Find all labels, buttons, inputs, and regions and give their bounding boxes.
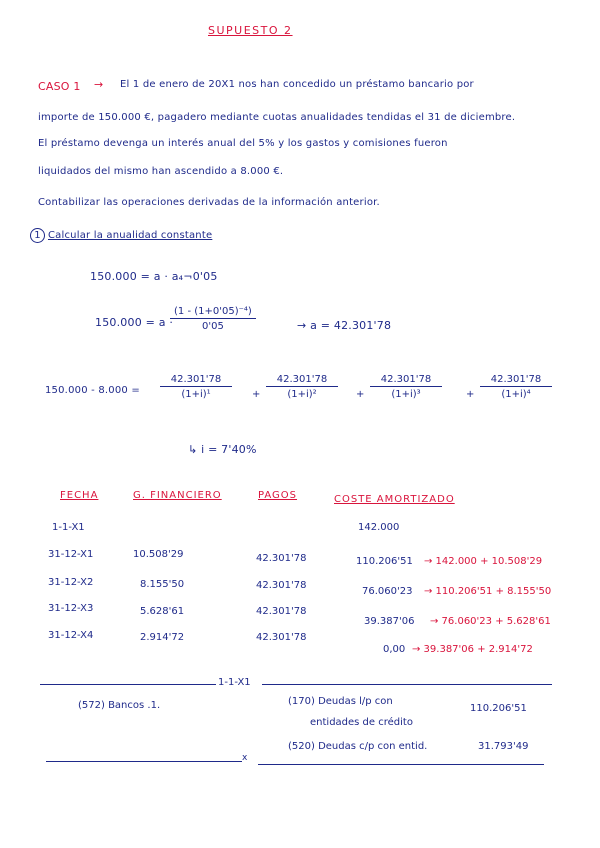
- equation-3-term-3: [370, 374, 442, 400]
- journal-credit-170-b: entidades de crédito: [310, 717, 413, 728]
- table-row-2-fecha: 31-12-X2: [48, 577, 94, 588]
- equation-2-result: → a = 42.301'78: [297, 319, 392, 332]
- step1-heading: [30, 228, 212, 243]
- equation-3-num-3: 42.301'78: [370, 374, 442, 387]
- caso-arrow: →: [94, 78, 104, 91]
- journal-credit-520: (520) Deudas c/p con entid.: [288, 741, 428, 752]
- table-row-1-calc: → 142.000 + 10.508'29: [424, 556, 543, 567]
- equation-2-numerator: (1 - (1+0'05)⁻⁴): [170, 306, 256, 319]
- table-row-4-coste: 0,00: [383, 644, 406, 655]
- journal-line-right: [262, 684, 552, 685]
- header-pagos: PAGOS: [258, 490, 298, 501]
- equation-3-term-2: [266, 374, 338, 400]
- caso-line3: El préstamo devenga un interés anual del 5% y los gastos y comisiones fueron: [38, 138, 448, 149]
- equation-4-rate: ↳ i = 7'40%: [188, 443, 257, 456]
- plus-sign: +: [356, 389, 365, 400]
- step1-number: 1: [30, 228, 45, 243]
- table-row-1-fecha: 31-12-X1: [48, 549, 94, 560]
- plus-sign: +: [252, 389, 261, 400]
- equation-1: 150.000 = a · a₄¬0'05: [90, 270, 218, 283]
- journal-footer-line-left: [46, 761, 242, 762]
- table-row-4-calc: → 39.387'06 + 2.914'72: [412, 644, 533, 655]
- equation-3-den-2: (1+i)²: [287, 389, 317, 400]
- journal-footer-mark: x: [242, 753, 248, 763]
- journal-line-left: [40, 684, 216, 685]
- journal-debit-bancos: (572) Bancos .1.: [78, 700, 161, 711]
- table-row-1-gf: 10.508'29: [133, 549, 184, 560]
- journal-footer-line-right: [258, 764, 544, 765]
- equation-3-term-1: [160, 374, 232, 400]
- table-row-2-gf: 8.155'50: [140, 579, 185, 590]
- caso-line2: importe de 150.000 €, pagadero mediante cuotas anualidades tendidas el 31 de diciembre.: [38, 112, 516, 123]
- caso-line4: liquidados del mismo han ascendido a 8.000 €.: [38, 166, 284, 177]
- equation-2-denominator: 0'05: [201, 321, 224, 332]
- table-row-3-gf: 5.628'61: [140, 606, 185, 617]
- table-row-3-coste: 39.387'06: [364, 616, 415, 627]
- table-row-2-pagos: 42.301'78: [256, 580, 307, 591]
- header-coste-amortizado: COSTE AMORTIZADO: [334, 494, 455, 505]
- table-row-0-coste: 142.000: [358, 522, 400, 533]
- equation-3-num-1: 42.301'78: [160, 374, 232, 387]
- equation-3-den-4: (1+i)⁴: [501, 389, 531, 400]
- equation-3-den-1: (1+i)¹: [181, 389, 211, 400]
- table-row-4-gf: 2.914'72: [140, 632, 185, 643]
- step1-label: Calcular la anualidad constante: [48, 230, 213, 241]
- plus-sign: +: [466, 389, 475, 400]
- page-title: SUPUESTO 2: [208, 24, 293, 37]
- journal-date: 1-1-X1: [218, 677, 251, 688]
- journal-credit-170-a: (170) Deudas l/p con: [288, 696, 393, 707]
- journal-credit-170-amount: 110.206'51: [470, 703, 527, 714]
- equation-3-den-3: (1+i)³: [391, 389, 421, 400]
- table-row-2-calc: → 110.206'51 + 8.155'50: [424, 586, 552, 597]
- table-row-4-fecha: 31-12-X4: [48, 630, 94, 641]
- table-row-1-pagos: 42.301'78: [256, 553, 307, 564]
- table-row-1-coste: 110.206'51: [356, 556, 413, 567]
- table-row-3-pagos: 42.301'78: [256, 606, 307, 617]
- table-row-2-coste: 76.060'23: [362, 586, 413, 597]
- journal-credit-520-amount: 31.793'49: [478, 741, 529, 752]
- caso-line1: El 1 de enero de 20X1 nos han concedido un préstamo bancario por: [120, 79, 474, 90]
- table-row-4-pagos: 42.301'78: [256, 632, 307, 643]
- equation-3-num-2: 42.301'78: [266, 374, 338, 387]
- header-gasto-financiero: G. FINANCIERO: [133, 490, 222, 501]
- table-row-3-calc: → 76.060'23 + 5.628'61: [430, 616, 551, 627]
- equation-3-num-4: 42.301'78: [480, 374, 552, 387]
- caso-line5: Contabilizar las operaciones derivadas de la información anterior.: [38, 197, 380, 208]
- table-row-0-fecha: 1-1-X1: [52, 522, 85, 533]
- equation-2-fraction: [170, 306, 256, 332]
- header-fecha: FECHA: [60, 490, 99, 501]
- equation-3-term-4: [480, 374, 552, 400]
- table-row-3-fecha: 31-12-X3: [48, 603, 94, 614]
- caso-label: CASO 1: [38, 80, 81, 93]
- equation-2-left: 150.000 = a ·: [95, 316, 174, 329]
- equation-3-left: 150.000 - 8.000 =: [45, 385, 140, 396]
